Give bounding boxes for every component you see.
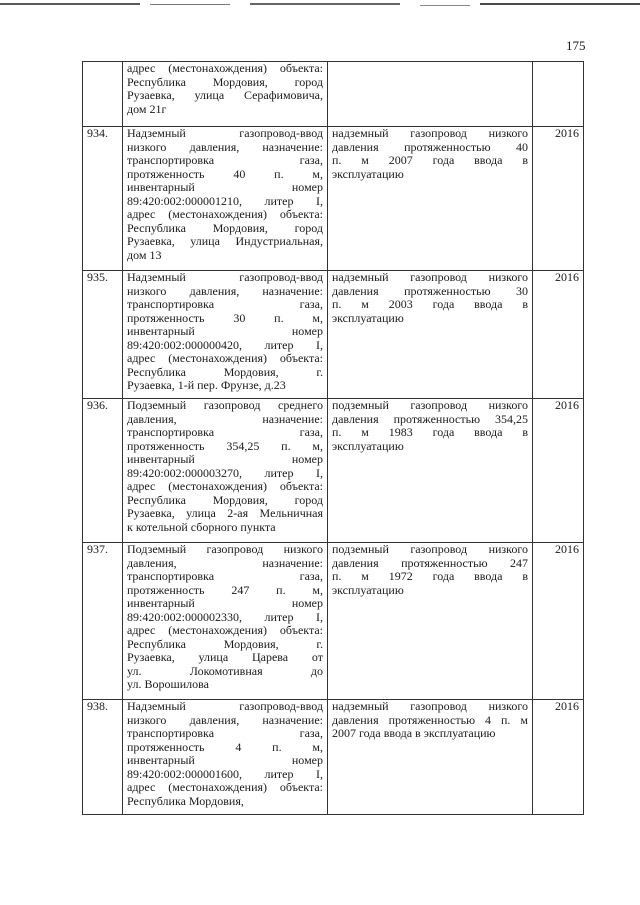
object-name-line: Надземный газопровод-ввод bbox=[127, 126, 323, 140]
object-description-line: эксплуатацию bbox=[332, 166, 404, 181]
object-name-line: Республика Мордовия, город bbox=[127, 74, 323, 89]
object-name-line: инвентарный номер bbox=[127, 596, 323, 610]
object-description-line: надземный газопровод низкого bbox=[332, 126, 528, 140]
object-name-line: транспортировка газа, bbox=[127, 425, 323, 439]
property-table-body bbox=[83, 62, 584, 815]
object-description-cell bbox=[328, 543, 533, 700]
object-name-line: транспортировка газа, bbox=[127, 569, 323, 583]
object-description-cell bbox=[328, 700, 533, 815]
year-cell: 2016 bbox=[533, 271, 584, 399]
object-name-line: Республика Мордовия, город bbox=[127, 220, 323, 235]
object-name-line: Рузаевка, 1-й пер. Фрунзе, д.23 bbox=[127, 378, 286, 392]
object-name-line: 89:420:002:000001600, литер I, bbox=[127, 766, 323, 781]
object-name-line: протяженность 4 п. м, bbox=[127, 739, 323, 754]
year-cell: 2016 bbox=[533, 399, 584, 543]
object-name-line: транспортировка газа, bbox=[127, 726, 323, 740]
object-description-line: подземный газопровод низкого bbox=[332, 398, 528, 412]
object-name-line: Подземный газопровод низкого bbox=[127, 542, 323, 556]
object-description-line: давления протяженностью 30 bbox=[332, 283, 528, 298]
object-name-cell bbox=[123, 543, 328, 700]
row-number: 936. bbox=[83, 399, 123, 543]
object-description-line: п. м 1983 года ввода в bbox=[332, 425, 528, 439]
table-row bbox=[83, 543, 584, 700]
property-table bbox=[82, 61, 584, 815]
object-description-line: давления протяженностью 40 bbox=[332, 139, 528, 154]
object-name-cell bbox=[123, 271, 328, 399]
object-name-line: транспортировка газа, bbox=[127, 153, 323, 167]
object-name-line: адрес (местонахождения) объекта: bbox=[127, 479, 323, 493]
object-name-cell bbox=[123, 62, 328, 127]
object-description-line: п. м 2003 года ввода в bbox=[332, 297, 528, 311]
year-cell: 2016 bbox=[533, 127, 584, 271]
object-name-line: Рузаевка, улица Индустриальная, bbox=[127, 234, 323, 248]
row-number: 935. bbox=[83, 271, 123, 399]
object-description-cell bbox=[328, 399, 533, 543]
table-row bbox=[83, 700, 584, 815]
object-name-line: адрес (местонахождения) объекта: bbox=[127, 623, 323, 637]
object-description-line: эксплуатацию bbox=[332, 582, 404, 597]
object-name-line: Рузаевка, улица 2-ая Мельничная bbox=[127, 506, 323, 520]
table-row bbox=[83, 271, 584, 399]
object-name-cell bbox=[123, 700, 328, 815]
object-name-line: адрес (местонахождения) объекта: bbox=[127, 61, 323, 75]
object-name-line: Рузаевка, улица Серафимовича, bbox=[127, 88, 323, 102]
object-description-line: надземный газопровод низкого bbox=[332, 270, 528, 284]
object-name-line: транспортировка газа, bbox=[127, 297, 323, 311]
object-name-line: инвентарный номер bbox=[127, 452, 323, 466]
object-name-line: 89:420:002:000003270, литер I, bbox=[127, 465, 323, 480]
object-name-line: к котельной сборного пункта bbox=[127, 519, 276, 534]
row-number bbox=[83, 62, 123, 127]
object-description-line: давления протяженностью 354,25 bbox=[332, 411, 528, 426]
object-name-line: Республика Мордовия, город bbox=[127, 492, 323, 507]
object-name-line: Надземный газопровод-ввод bbox=[127, 699, 323, 713]
year-cell bbox=[533, 62, 584, 127]
object-name-line: давления, назначение: bbox=[127, 411, 323, 426]
object-description-cell bbox=[328, 62, 533, 127]
object-description-line: давления протяженностью 4 п. м bbox=[332, 712, 528, 727]
object-name-line: 89:420:002:000000420, литер I, bbox=[127, 337, 323, 352]
object-name-line: дом 13 bbox=[127, 247, 162, 262]
year-cell: 2016 bbox=[533, 543, 584, 700]
row-number: 938. bbox=[83, 700, 123, 815]
object-description-line: 2007 года ввода в эксплуатацию bbox=[332, 726, 496, 740]
object-name-line: протяженность 30 п. м, bbox=[127, 310, 323, 325]
object-description-line: п. м 1972 года ввода в bbox=[332, 569, 528, 583]
object-name-line: инвентарный номер bbox=[127, 180, 323, 194]
object-description-line: п. м 2007 года ввода в bbox=[332, 153, 528, 167]
object-name-line: 89:420:002:000001210, литер I, bbox=[127, 193, 323, 208]
object-description-line: надземный газопровод низкого bbox=[332, 699, 528, 713]
object-name-line: инвентарный номер bbox=[127, 753, 323, 767]
table-row bbox=[83, 62, 584, 127]
object-name-line: 89:420:002:000002330, литер I, bbox=[127, 609, 323, 624]
row-number: 934. bbox=[83, 127, 123, 271]
object-name-line: низкого давления, назначение: bbox=[127, 283, 323, 298]
scan-edge-artifact bbox=[0, 0, 640, 14]
page-number: 175 bbox=[566, 38, 586, 53]
object-name-line: инвентарный номер bbox=[127, 324, 323, 338]
object-name-line: дом 21г bbox=[127, 101, 167, 116]
object-name-line: Надземный газопровод-ввод bbox=[127, 270, 323, 284]
object-name-line: Рузаевка, улица Царева от bbox=[127, 650, 323, 664]
object-name-line: адрес (местонахождения) объекта: bbox=[127, 780, 323, 794]
row-number: 937. bbox=[83, 543, 123, 700]
object-description-line: подземный газопровод низкого bbox=[332, 542, 528, 556]
object-name-cell bbox=[123, 127, 328, 271]
object-name-line: низкого давления, назначение: bbox=[127, 139, 323, 154]
object-name-line: ул. Локомотивная до bbox=[127, 663, 323, 678]
object-name-line: адрес (местонахождения) объекта: bbox=[127, 351, 323, 365]
object-name-line: Подземный газопровод среднего bbox=[127, 398, 323, 412]
year-cell: 2016 bbox=[533, 700, 584, 815]
table-row bbox=[83, 399, 584, 543]
object-description-cell bbox=[328, 271, 533, 399]
object-description-line: давления протяженностью 247 bbox=[332, 555, 528, 570]
object-name-line: ул. Ворошилова bbox=[127, 677, 209, 691]
object-description-cell bbox=[328, 127, 533, 271]
object-name-line: протяженность 354,25 п. м, bbox=[127, 438, 323, 453]
table-row bbox=[83, 127, 584, 271]
object-name-line: адрес (местонахождения) объекта: bbox=[127, 207, 323, 221]
object-name-line: протяженность 40 п. м, bbox=[127, 166, 323, 181]
object-name-line: протяженность 247 п. м, bbox=[127, 582, 323, 597]
object-name-line: Республика Мордовия, г. bbox=[127, 636, 323, 651]
object-name-line: Республика Мордовия, bbox=[127, 793, 244, 808]
object-description-line: эксплуатацию bbox=[332, 438, 404, 453]
object-description-line: эксплуатацию bbox=[332, 310, 404, 325]
object-name-line: Республика Мордовия, г. bbox=[127, 364, 323, 379]
object-name-line: давления, назначение: bbox=[127, 555, 323, 570]
object-name-cell bbox=[123, 399, 328, 543]
object-name-line: низкого давления, назначение: bbox=[127, 712, 323, 727]
